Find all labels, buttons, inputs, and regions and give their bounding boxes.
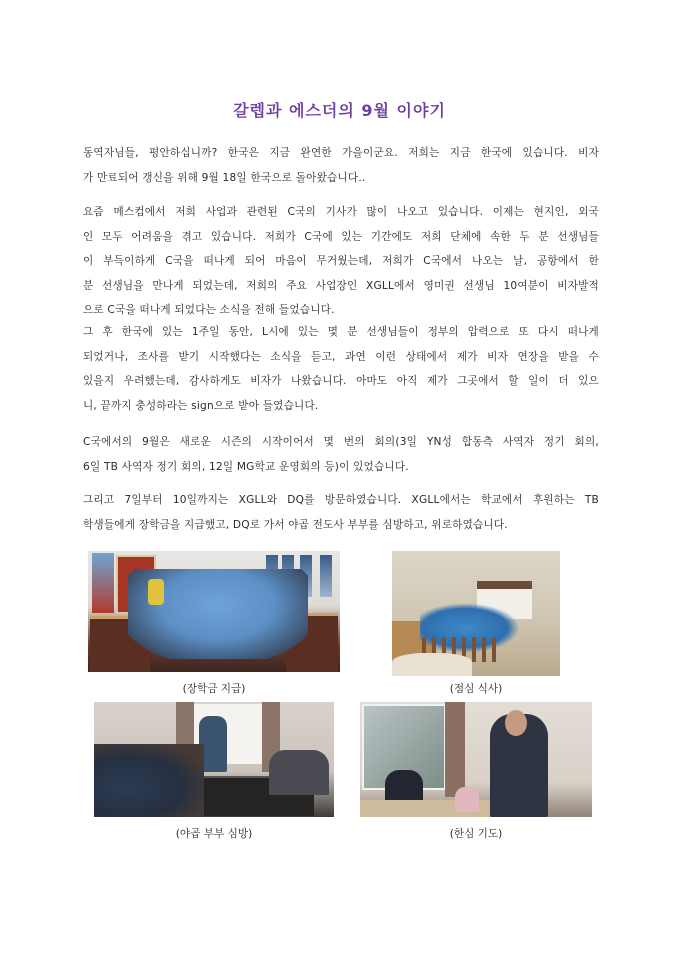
text-line: 6일 TB 사역자 정기 회의, 12일 MG학교 운영회의 등)이 있었습니다. — [83, 460, 409, 473]
text-line: 니, 끝까지 충성하라는 sign으로 받아 들였습니다. — [83, 399, 319, 412]
text-line: 요즘 메스컴에서 저희 사업과 관련된 C국의 기사가 많이 나오고 있습니다. 이제는 현지인, 외국 — [83, 206, 599, 218]
paragraph-visits — [83, 488, 599, 537]
paragraph-greeting — [83, 141, 599, 190]
photo-scholarship-group — [88, 551, 340, 672]
text-line: 분 선생님을 만나게 되었는데, 저희의 주요 사업장인 XGLL에서 영미권 선생님 10여분이 비자발적 — [83, 279, 599, 292]
paragraph-meetings — [83, 430, 599, 479]
seated-people — [94, 744, 204, 817]
text-line: 학생들에게 장학금을 지급했고, DQ로 가서 야곱 전도사 부부를 심방하고, 위로하였습니다. — [83, 518, 508, 531]
text-line: 인 모두 어려움을 겪고 있습니다. 저희가 C국에 있는 기간에도 저희 단체에 속한 두 분 선생님들 — [83, 230, 599, 243]
photo-caption: (점심 식사) — [449, 683, 503, 695]
paragraph-visa — [83, 320, 599, 418]
page-title: 갈렙과 에스더의 9월 이야기 — [233, 101, 446, 120]
curtain — [445, 702, 465, 797]
person-yellow-jacket — [148, 579, 164, 605]
photo-caption: (야곱 부부 심방) — [175, 828, 253, 840]
photo-caption: (장학금 지급) — [182, 683, 246, 695]
text-line: 으로 C국을 떠나게 되었다는 소식을 전해 들었습니다. — [83, 304, 335, 316]
text-line: 이 부득이하게 C국을 떠나게 되어 마음이 무거웠는데, 저희가 C국에서 나오는 날, 공항에서 한 — [83, 255, 599, 267]
photo-home-visit — [94, 702, 334, 817]
photo-lunch — [392, 551, 560, 676]
text-line: 그리고 7일부터 10일까지는 XGLL와 DQ를 방문하였습니다. XGLL에서는 학교에서 후원하는 TB — [83, 494, 599, 506]
text-line: C국에서의 9월은 새로운 시즌의 시작이어서 몇 번의 회의(3일 YN성 합동측 사역자 정기 회의, — [83, 436, 599, 448]
man-head — [505, 710, 527, 736]
text-line: 있을지 우려했는데, 감사하게도 비자가 나왔습니다. 아마도 아직 제가 그곳에서 할 일이 더 있으 — [83, 375, 599, 387]
text-line: 되었거나, 조사를 받기 시작했다는 소식을 듣고, 과연 이런 상태에서 제가 비자 연장을 받을 수 — [83, 350, 599, 363]
wall-banner — [92, 553, 114, 613]
seated-people — [269, 750, 329, 795]
child — [455, 787, 479, 812]
photo-prayer — [360, 702, 592, 817]
text-line: 동역자님들, 평안하십니까? 한국은 지금 완연한 가을이군요. 저희는 지금 한국에 있습니다. 비자 — [83, 147, 599, 159]
text-line: 가 만료되어 갱신을 위해 9월 18일 한국으로 돌아왔습니다.. — [83, 171, 366, 184]
paragraph-news — [83, 200, 599, 323]
wall-poster — [320, 555, 332, 597]
table — [392, 653, 472, 676]
photo-caption: (한심 기도) — [449, 828, 503, 840]
text-line: 그 후 한국에 있는 1주일 동안, L시에 있는 몇 분 선생님들이 정부의 압력으로 또 다시 떠나게 — [83, 326, 599, 338]
